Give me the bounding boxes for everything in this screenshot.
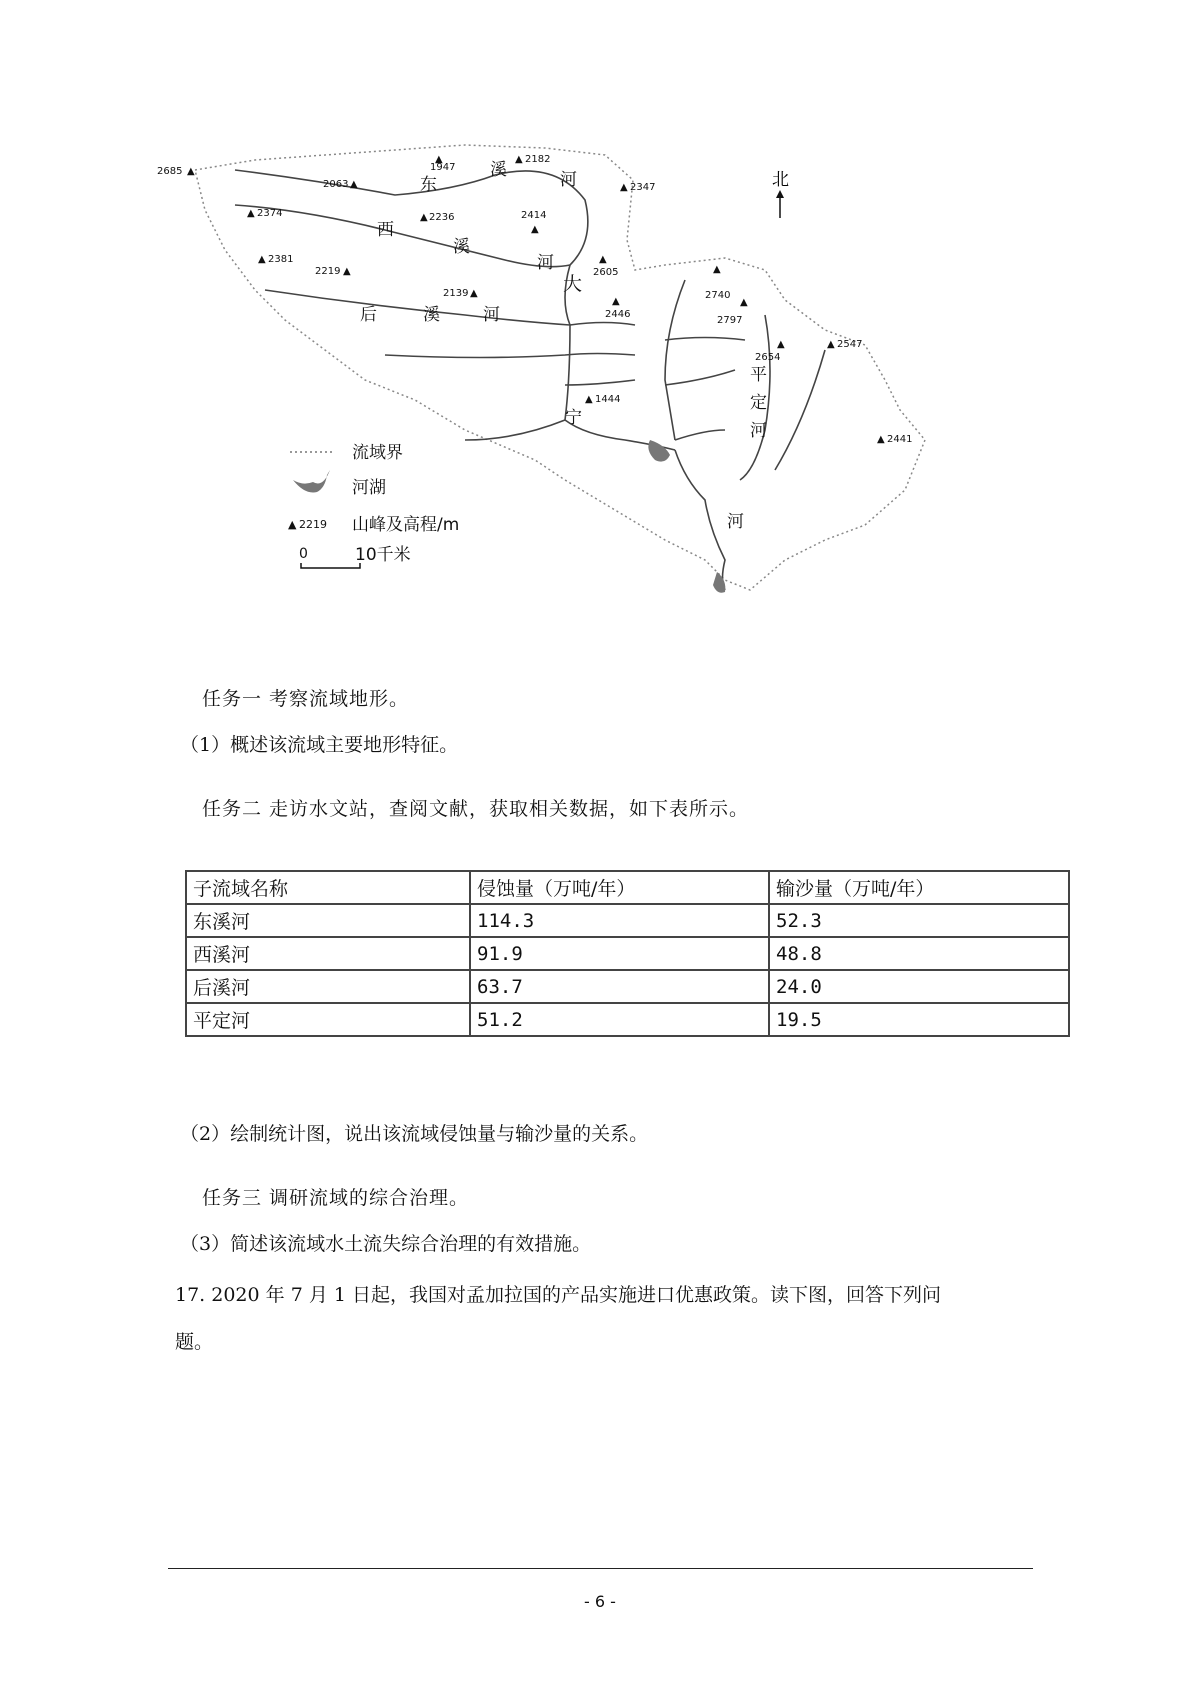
label-hou-1: 后 — [360, 305, 377, 325]
task2-title: 任务二 走访水文站，查阅文献，获取相关数据，如下表所示。 — [202, 798, 750, 820]
label-dong-1: 东 — [420, 175, 437, 195]
peak-label: 2236 — [429, 212, 455, 223]
legend-peak: 山峰及高程/m — [352, 515, 460, 535]
footer-divider — [168, 1568, 1033, 1569]
svg-text:▲: ▲ — [827, 339, 835, 350]
label-ping-1: 平 — [750, 365, 767, 385]
label-xi-1: 西 — [377, 220, 394, 240]
svg-text:▲: ▲ — [599, 254, 607, 265]
question-2: （2）绘制统计图，说出该流域侵蚀量与输沙量的关系。 — [180, 1123, 649, 1145]
label-ping-2: 定 — [750, 393, 767, 413]
peak-label: 2740 — [705, 290, 731, 301]
svg-text:▲: ▲ — [713, 264, 721, 275]
svg-text:▲: ▲ — [435, 154, 443, 165]
legend-peak-sample: 2219 — [299, 518, 327, 531]
header-cell: 子流域名称 — [186, 871, 470, 904]
question-17: 17. 2020 年 7 月 1 日起，我国对孟加拉国的产品实施进口优惠政策。读下图，回答下列问 — [175, 1284, 941, 1306]
table-cell: 平定河 — [186, 1003, 470, 1036]
header-cell: 输沙量（万吨/年） — [769, 871, 1069, 904]
label-xi-3: 河 — [537, 253, 554, 273]
table-cell: 24.0 — [769, 970, 1069, 1003]
label-hou-3: 河 — [483, 305, 500, 325]
label-ning: 宁 — [565, 408, 582, 428]
scale-end: 10千米 — [355, 545, 411, 565]
table-row — [186, 937, 1069, 970]
reservoir-lower — [713, 572, 725, 593]
svg-text:▲: ▲ — [612, 296, 620, 307]
scale-zero: 0 — [299, 546, 308, 562]
peak-label: 2441 — [887, 434, 913, 445]
table-header-row — [186, 871, 1069, 904]
label-xi-2: 溪 — [453, 237, 470, 257]
label-ping-3: 河 — [750, 421, 767, 441]
table-row — [186, 904, 1069, 937]
task3-title: 任务三 调研流域的综合治理。 — [202, 1187, 470, 1209]
scale-bar — [301, 563, 360, 568]
table-cell: 西溪河 — [186, 937, 470, 970]
lake-icon — [293, 470, 330, 493]
question-1: （1）概述该流域主要地形特征。 — [180, 734, 459, 756]
svg-text:▲: ▲ — [777, 339, 785, 350]
svg-text:▲: ▲ — [420, 212, 428, 223]
svg-text:▲: ▲ — [470, 288, 478, 299]
peak-label: 2219 — [315, 266, 341, 277]
svg-text:▲: ▲ — [531, 224, 539, 235]
page-number: - 6 - — [584, 1592, 616, 1611]
label-dong-2: 溪 — [490, 160, 507, 180]
peak-label: 2547 — [837, 339, 863, 350]
sediment-table — [185, 870, 1070, 1037]
question-3: （3）简述该流域水土流失综合治理的有效措施。 — [180, 1233, 592, 1255]
question-17-cont: 题。 — [175, 1331, 214, 1353]
table-cell: 91.9 — [470, 937, 769, 970]
label-he-lower: 河 — [727, 512, 744, 532]
header-cell: 侵蚀量（万吨/年） — [470, 871, 769, 904]
task1-title: 任务一 考察流域地形。 — [202, 688, 410, 710]
svg-text:▲: ▲ — [585, 394, 593, 405]
table-cell: 19.5 — [769, 1003, 1069, 1036]
svg-text:▲: ▲ — [187, 166, 195, 177]
peak-label: 2381 — [268, 254, 294, 265]
peak-label: 1947 — [430, 162, 456, 173]
peak-label: 1444 — [595, 394, 621, 405]
table-row — [186, 970, 1069, 1003]
svg-text:▲: ▲ — [247, 208, 255, 219]
table-row — [186, 1003, 1069, 1036]
river-basin-map — [157, 140, 995, 650]
legend-boundary: 流域界 — [352, 443, 403, 463]
svg-text:▲: ▲ — [350, 179, 358, 190]
svg-text:▲: ▲ — [740, 297, 748, 308]
svg-text:▲: ▲ — [343, 266, 351, 277]
peak-label: 2182 — [525, 154, 551, 165]
svg-text:▲: ▲ — [515, 154, 523, 165]
legend-lake: 河湖 — [352, 478, 386, 498]
peak-label: 2654 — [755, 352, 781, 363]
label-da: 大 — [563, 273, 583, 295]
peak-label: 2605 — [593, 267, 619, 278]
table-cell: 52.3 — [769, 904, 1069, 937]
svg-text:北: 北 — [772, 170, 789, 190]
table-cell: 51.2 — [470, 1003, 769, 1036]
reservoir — [648, 440, 670, 462]
label-hou-2: 溪 — [423, 305, 440, 325]
peak-label: 2063 — [323, 179, 349, 190]
svg-text:▲: ▲ — [877, 434, 885, 445]
peak-label: 2347 — [630, 182, 656, 193]
peak-label: 2414 — [521, 210, 547, 221]
peaks — [157, 154, 912, 445]
map-legend — [288, 443, 459, 568]
peak-label: 2446 — [605, 309, 631, 320]
table-cell: 后溪河 — [186, 970, 470, 1003]
table-cell: 114.3 — [470, 904, 769, 937]
svg-text:▲: ▲ — [620, 182, 628, 193]
table-cell: 48.8 — [769, 937, 1069, 970]
peak-label: 2685 — [157, 166, 183, 177]
north-arrow — [772, 170, 789, 218]
label-dong-3: 河 — [560, 170, 577, 190]
peak-label: 2797 — [717, 315, 743, 326]
peak-label: 2139 — [443, 288, 469, 299]
svg-text:▲: ▲ — [258, 254, 266, 265]
peak-label: 2374 — [257, 208, 283, 219]
table-cell: 东溪河 — [186, 904, 470, 937]
svg-text:▲: ▲ — [288, 518, 297, 531]
table-cell: 63.7 — [470, 970, 769, 1003]
